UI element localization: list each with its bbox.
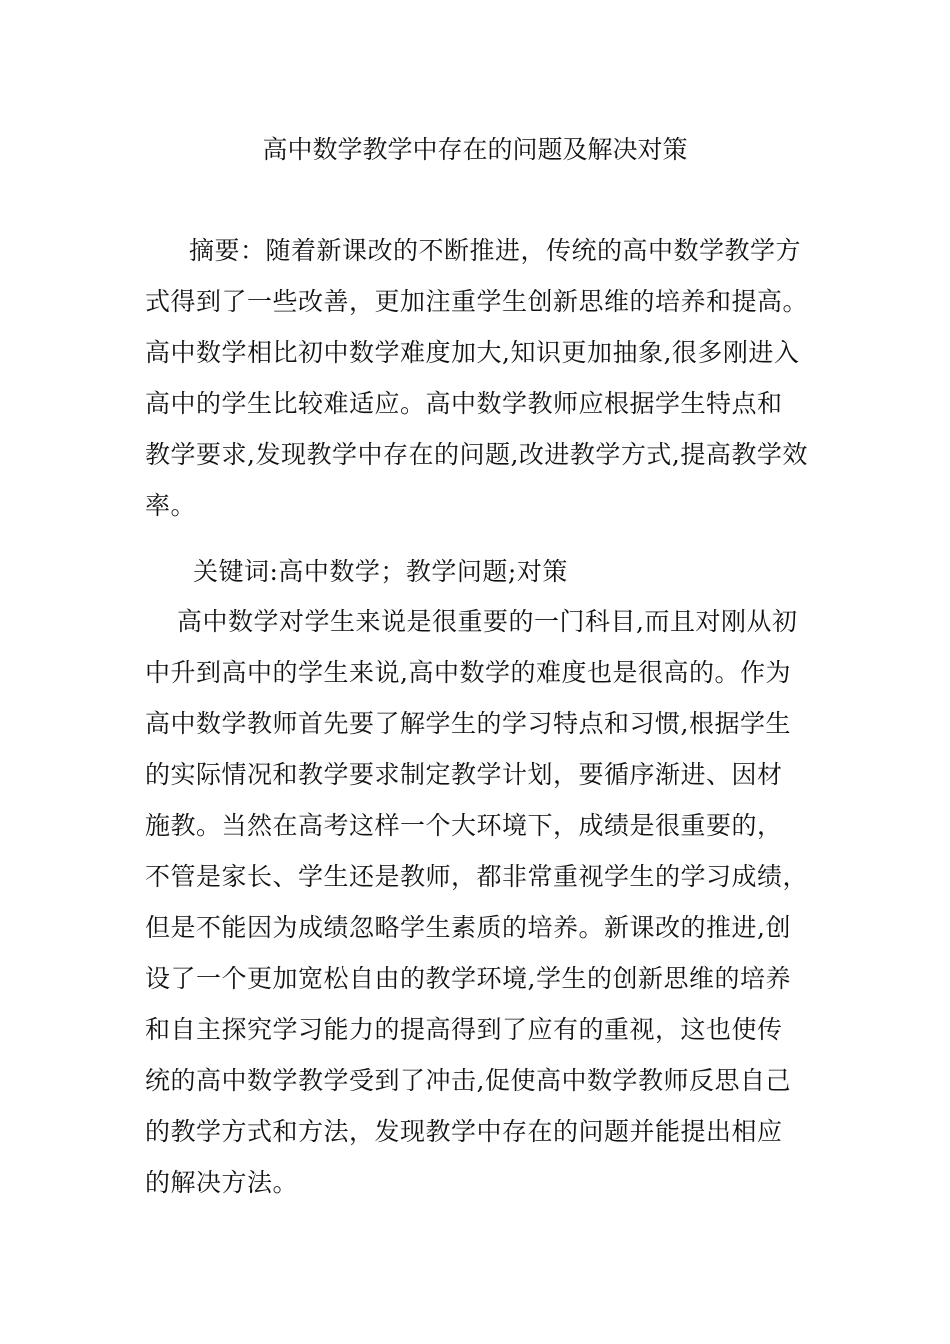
abstract-line: 式得到了一些改善，更加注重学生创新思维的培养和提高。 — [145, 287, 809, 316]
body-line: 不管是家长、学生还是教师，都非常重视学生的学习成绩， — [145, 862, 809, 891]
abstract-line: 摘要：随着新课改的不断推进，传统的高中数学教学方 — [189, 236, 802, 265]
keywords-line — [145, 546, 858, 597]
body-line: 施教。当然在高考这样一个大环境下，成绩是很重要的， — [145, 811, 783, 840]
body-line: 的解决方法。 — [145, 1168, 299, 1197]
abstract-line: 高中的学生比较难适应。高中数学教师应根据学生特点和 — [145, 389, 783, 418]
body-paragraph — [145, 596, 810, 1208]
keywords-text: 关键词:高中数学；教学问题;对策 — [193, 557, 568, 586]
body-line: 高中数学对学生来说是很重要的一门科目,而且对刚从初 — [177, 607, 798, 636]
abstract-line: 高中数学相比初中数学难度加大,知识更加抽象,很多刚进入 — [145, 338, 800, 367]
abstract-paragraph — [145, 225, 810, 531]
body-line: 的教学方式和方法，发现教学中存在的问题并能提出相应 — [145, 1117, 783, 1146]
body-line: 中升到高中的学生来说,高中数学的难度也是很高的。作为 — [145, 658, 791, 687]
body-line: 统的高中数学教学受到了冲击,促使高中数学教师反思自己 — [145, 1066, 791, 1095]
body-line: 但是不能因为成绩忽略学生素质的培养。新课改的推进,创 — [145, 913, 791, 942]
body-line: 高中数学教师首先要了解学生的学习特点和习惯,根据学生 — [145, 709, 791, 738]
body-line: 和自主探究学习能力的提高得到了应有的重视，这也使传 — [145, 1015, 783, 1044]
document-title: 高中数学教学中存在的问题及解决对策 — [262, 135, 688, 164]
body-line: 的实际情况和教学要求制定教学计划，要循序渐进、因材 — [145, 760, 783, 789]
body-line: 设了一个更加宽松自由的教学环境,学生的创新思维的培养 — [145, 964, 791, 993]
abstract-line: 教学要求,发现教学中存在的问题,改进教学方式,提高教学效 — [145, 440, 808, 469]
abstract-line: 率。 — [145, 491, 197, 520]
